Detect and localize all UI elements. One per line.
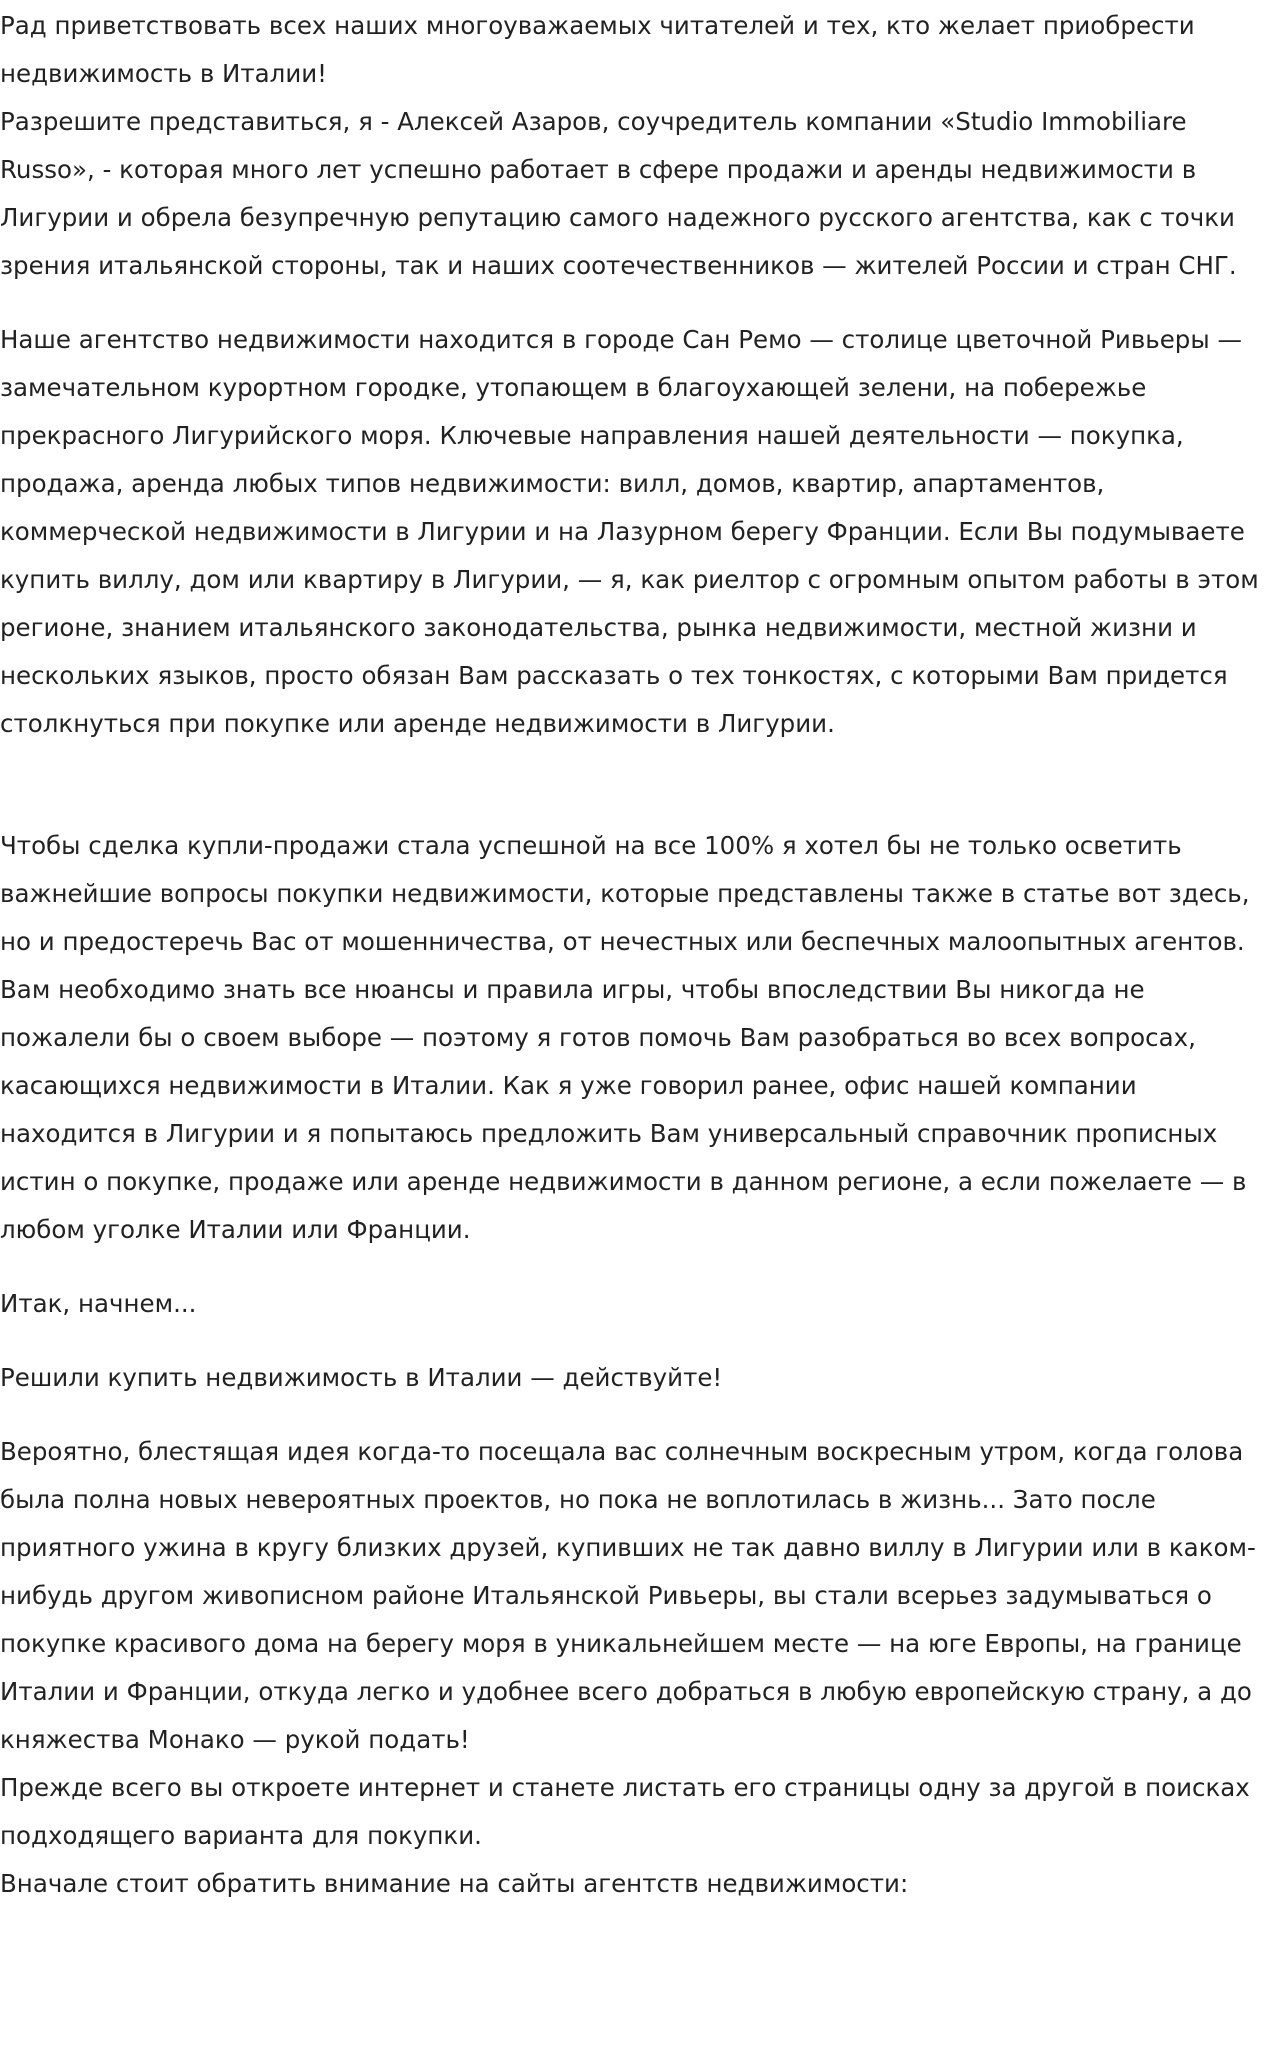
paragraph-spacer bbox=[0, 1328, 1270, 1354]
deal-paragraph: Чтобы сделка купли-продажи стала успешной на все 100% я хотел бы не только осветить важнейшие вопросы покупки недвижимости, которые представлены также в статье вот здесь, но и предостеречь Вас от мошенничества, от нечестных или беспечных малоопытных агентов. Вам необходимо знать все нюансы и правила игры, чтобы впоследствии Вы никогда не пожалели бы о своем выборе — поэтому я готов помочь Вам разобраться во всех вопросах, касающихся недвижимости в Италии. Как я уже говорил ранее, офис нашей компании находится в Лигурии и я попытаюсь предложить Вам универсальный справочник прописных истин о покупке, продаже или аренде недвижимости в данном регионе, а если пожелаете — в любом уголке Италии или Франции. bbox=[0, 831, 1250, 1244]
sites-line: Вначале стоит обратить внимание на сайты агентств недвижимости: bbox=[0, 1869, 909, 1898]
intro-greeting: Рад приветствовать всех наших многоуважаемых читателей и тех, кто желает приобрести недвижимость в Италии! bbox=[0, 11, 1195, 88]
paragraph-spacer bbox=[0, 1254, 1270, 1280]
paragraph-spacer bbox=[0, 290, 1270, 316]
agency-paragraph: Наше агентство недвижимости находится в городе Сан Ремо — столице цветочной Ривьеры — замечательном курортном городке, утопающем в благоухающей зелени, на побережье прекрасного Лигурийского моря. Ключевые направления нашей деятельности — покупка, продажа, аренда любых типов недвижимости: вилл, домов, квартир, апартаментов, коммерческой недвижимости в Лигурии и на Лазурном берегу Франции. Если Вы подумываете купить виллу, дом или квартиру в Лигурии, — я, как риелтор с огромным опытом работы в этом регионе, знанием итальянского законодательства, рынка недвижимости, местной жизни и нескольких языков, просто обязан Вам рассказать о тех тонкостях, с которыми Вам придется столкнуться при покупке или аренде недвижимости в Лигурии. bbox=[0, 325, 1259, 738]
start-line: Итак, начнем... bbox=[0, 1289, 197, 1318]
intro-author: Разрешите представиться, я - Алексей Азаров, соучредитель компании «Studio Immobiliare Russo», - которая много лет успешно работает в сфере продажи и аренды недвижимости в Лигурии и обрела безупречную репутацию самого надежного русского агентства, как с точки зрения итальянской стороны, так и наших соотечественников — жителей России и стран СНГ. bbox=[0, 107, 1237, 280]
paragraph-spacer bbox=[0, 748, 1270, 822]
idea-paragraph: Вероятно, блестящая идея когда-то посещала вас солнечным воскресным утром, когда голова была полна новых невероятных проектов, но пока не воплотилась в жизнь... Зато после приятного ужина в кругу близких друзей, купивших не так давно виллу в Лигурии или в каком-нибудь другом живописном районе Итальянской Ривьеры, вы стали всерьез задумываться о покупке красивого дома на берегу моря в уникальнейшем месте — на юге Европы, на границе Италии и Франции, откуда легко и удобнее всего добраться в любую европейскую страну, а до княжества Монако — рукой подать! bbox=[0, 1437, 1256, 1754]
decided-line: Решили купить недвижимость в Италии — действуйте! bbox=[0, 1363, 723, 1392]
internet-line: Прежде всего вы откроете интернет и станете листать его страницы одну за другой в поисках подходящего варианта для покупки. bbox=[0, 1773, 1250, 1850]
paragraph-spacer bbox=[0, 1402, 1270, 1428]
